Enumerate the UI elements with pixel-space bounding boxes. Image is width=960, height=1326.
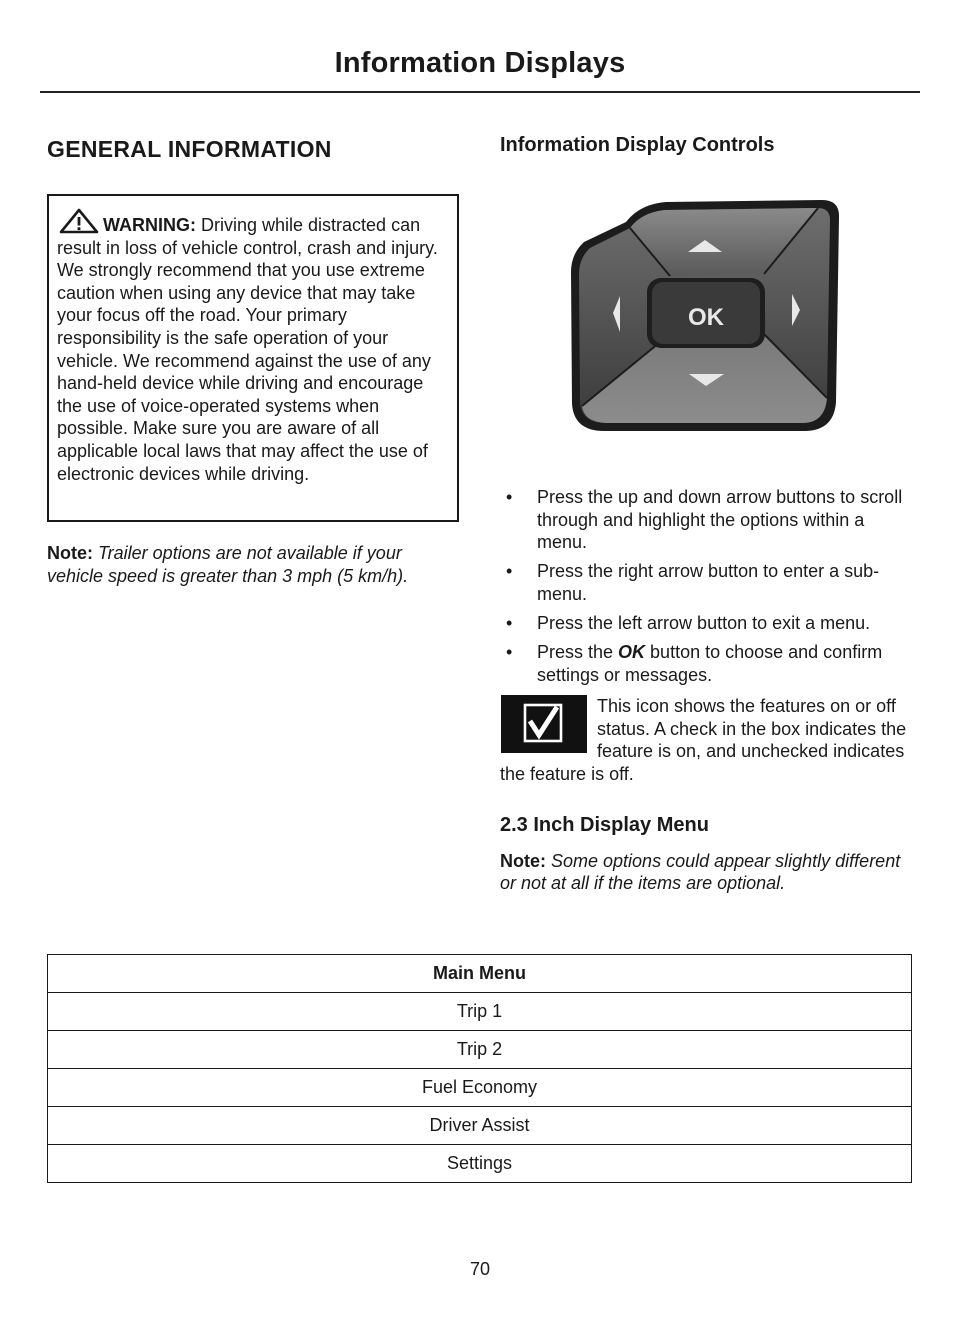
table-row: Settings [48,1145,912,1183]
checkbox-checked-icon [501,695,587,753]
note-text: Some options could appear slightly different or not at all if the items are optional. [500,850,901,894]
table-row: Trip 2 [48,1031,912,1069]
page-header [40,40,920,86]
list-item: • Press the left arrow button to exit a menu. [506,612,871,633]
right-column [500,128,914,895]
list-item: • Press the up and down arrow buttons to scroll through and highlight the options within a menu. [506,487,903,553]
warning-label: WARNING: [103,215,196,235]
main-menu-table [47,954,912,1183]
ok-button-label: OK [688,304,724,331]
warning-text: Driving while distracted can result in loss of vehicle control, crash and injury. We strongly recommend that you use extreme caution when using any device that may take your focus off the road. Your primary responsibility is the safe operation of your vehicle. We recommend against the use of any hand-held device while driving and encourage the use of voice-operated systems when possible. Make sure you are aware of all applicable local laws that may affect the use of electronic devices while driving. [57,215,438,484]
note-label: Note: [47,543,93,563]
table-row: Trip 1 [48,993,912,1031]
list-item: • Press the right arrow button to enter a sub-menu. [506,561,880,604]
note-trailer [47,542,459,587]
note-options [500,850,914,895]
list-item: • Press the OK button to choose and confirm settings or messages. [506,642,883,685]
controls-bullet-list [500,486,914,686]
page-title: Information Displays [334,47,626,79]
section-title-display-menu: 2.3 Inch Display Menu [500,813,709,836]
note-label: Note: [500,850,546,871]
section-title-display-controls: Information Display Controls [500,134,775,156]
note-text: Trailer options are not available if your vehicle speed is greater than 3 mph (5 km/h). [47,543,409,586]
table-row: Driver Assist [48,1107,912,1145]
table-header: Main Menu [48,955,912,993]
page-number: 70 [469,1259,491,1279]
section-title-general-information: GENERAL INFORMATION [47,136,332,162]
checkbox-icon-description: This icon shows the features on or off status. A check in the box indicates the feature is on, and unchecked indicates the feature is off. [500,696,907,785]
table-row: Fuel Economy [48,1069,912,1107]
header-divider [40,91,920,93]
left-column [47,128,459,587]
warning-box [47,194,459,522]
warning-triangle-icon [57,208,101,234]
steering-wheel-controls-image [568,198,842,434]
control-pad-illustration [568,198,842,434]
